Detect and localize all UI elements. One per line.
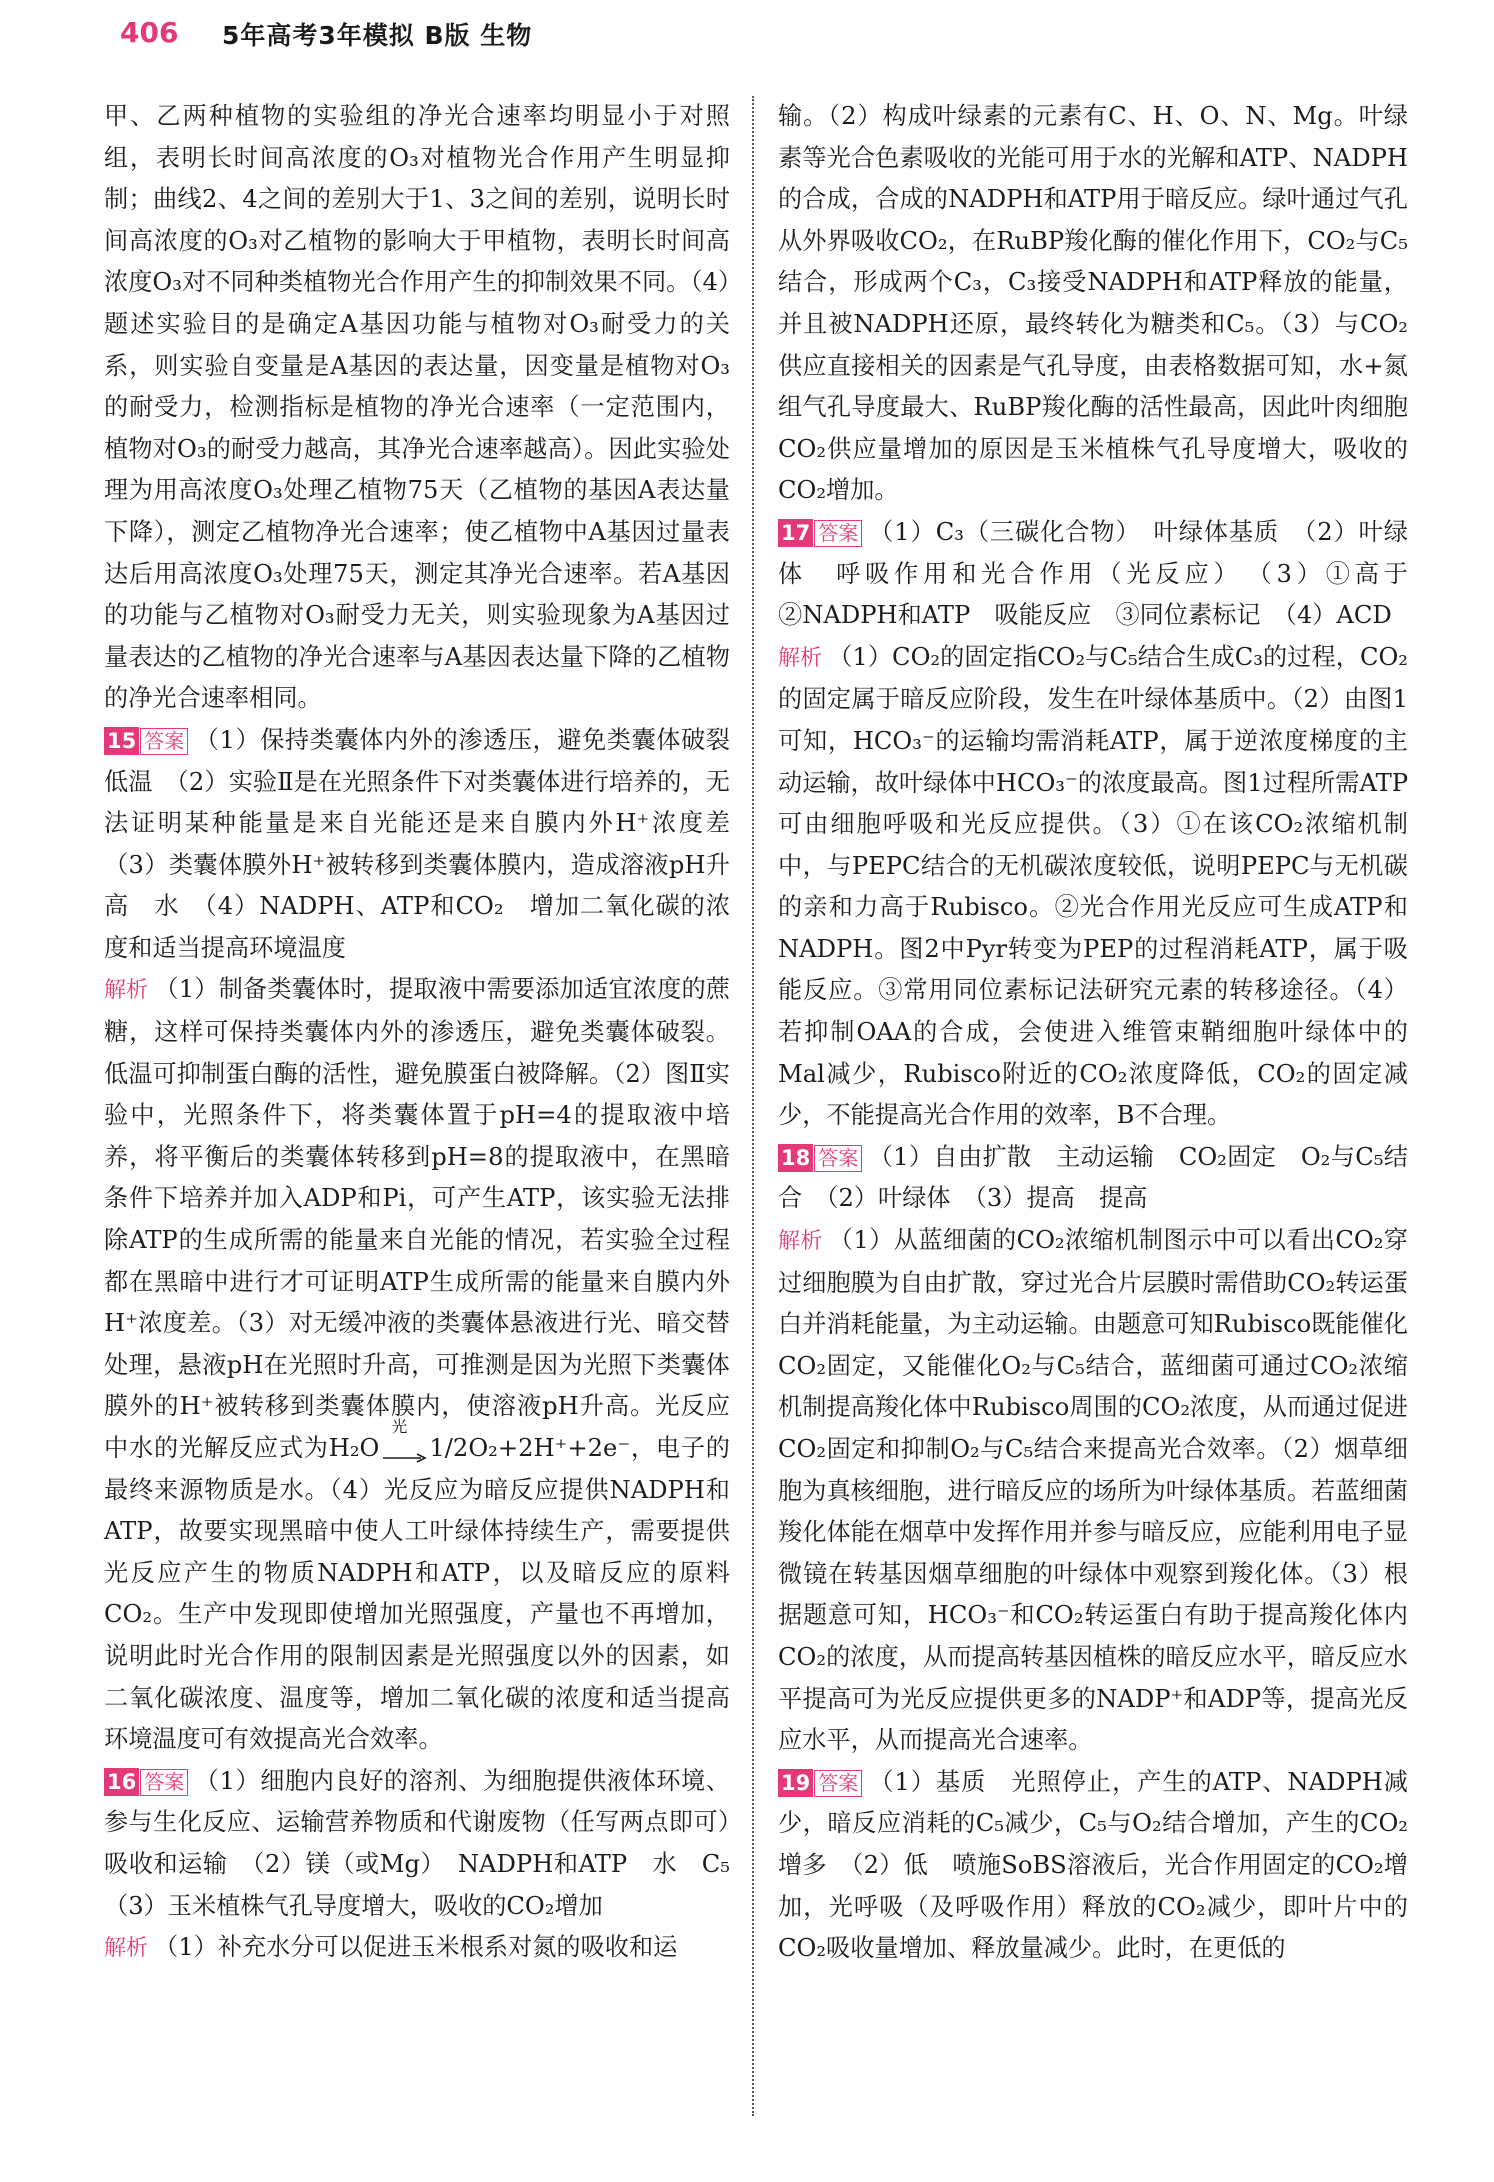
q17-explanation-text: （1）CO₂的固定指CO₂与C₅结合生成C₃的过程，CO₂的固定属于暗反应阶段，发生在叶绿体基质中。（2）由图1可知，HCO₃⁻的运输均需消耗ATP，属于逆浓度梯度的主动运输，故叶绿体中HCO₃⁻的浓度最高。图1过程所需ATP可由细胞呼吸和光反应提供。（3）①在该CO₂浓缩机制中，与PEPC结合的无机碳浓度较低，说明PEPC与无机碳的亲和力高于Rubisco。②光合作用光反应可生成ATP和NADPH。图2中Pyr转变为PEP的过程消耗ATP，属于吸能反应。③常用同位素标记法研究元素的转移途径。（4）若抑制OAA的合成，会使进入维管束鞘细胞叶绿体中的Mal减少，Rubisco附近的CO₂浓度降低，CO₂的固定减少，不能提高光合作用的效率，B不合理。 [778,642,1408,1130]
answer-label: 答案 [814,1770,862,1797]
q19-answer-text: （1）基质 光照停止，产生的ATP、NADPH减少，暗反应消耗的C₅减少，C₅与O₂结合增加，产生的CO₂增多 （2）低 喷施SoBS溶液后，光合作用固定的CO₂增加，光呼吸（及呼吸作用）释放的CO₂减少，即叶片中的CO₂吸收量增加、释放量减少。此时，在更低的 [778,1767,1408,1963]
intro-paragraph: 甲、乙两种植物的实验组的净光合速率均明显小于对照组，表明长时间高浓度的O₃对植物光合作用产生明显抑制；曲线2、4之间的差别大于1、3之间的差别，说明长时间高浓度的O₃对乙植物的影响大于甲植物，表明长时间高浓度O₃对不同种类植物光合作用产生的抑制效果不同。（4）题述实验目的是确定A基因功能与植物对O₃耐受力的关系，则实验自变量是A基因的表达量，因变量是植物对O₃的耐受力，检测指标是植物的净光合速率（一定范围内，植物对O₃的耐受力越高，其净光合速率越高）。因此实验处理为用高浓度O₃处理乙植物75天（乙植物的基因A表达量下降），测定乙植物净光合速率；使乙植物中A基因过量表达后用高浓度O₃处理75天，测定其净光合速率。若A基因的功能与乙植物对O₃耐受力无关，则实验现象为A基因过量表达的乙植物的净光合速率与A基因表达量下降的乙植物的净光合速率相同。 [104,102,730,713]
answer-label: 答案 [814,520,862,547]
explanation-label: 解析 [104,1936,149,1962]
column-divider [752,96,754,2116]
right-column [778,96,1433,1970]
explanation-label: 解析 [778,1229,823,1255]
q19-tag [778,1768,868,1796]
q16-tag [104,1767,194,1795]
q15-explanation-text-b: 1/2O₂+2H⁺+2e⁻，电子的最终来源物质是水。（4）光反应为暗反应提供NADPH和ATP，故要实现黑暗中使人工叶绿体持续生产，需要提供光反应产生的物质NADPH和ATP，以及暗反应的原料CO₂。生产中发现即使增加光照强度，产量也不再增加，说明此时光合作用的限制因素是光照强度以外的因素，如二氧化碳浓度、温度等，增加二氧化碳的浓度和适当提高环境温度可有效提高光合效率。 [104,1434,730,1754]
q17-tag [778,518,868,546]
q18-explanation [778,1220,1408,1762]
q17-answer-block [778,512,1433,637]
q17-number: 17 [778,519,813,547]
q17-explanation [778,637,1408,1137]
q16-explanation-text: （1）补充水分可以促进玉米根系对氮的吸收和运 [154,1933,678,1962]
page-number: 406 [120,16,179,49]
q17-answer-text: （1）C₃（三碳化合物） 叶绿体基质 （2）叶绿体 呼吸作用和光合作用（光反应） （3）①高于 ②NADPH和ATP 吸能反应 ③同位素标记 （4）ACD [778,517,1433,630]
continued-paragraph: 输。（2）构成叶绿素的元素有C、H、O、N、Mg。叶绿素等光合色素吸收的光能可用于水的光解和ATP、NADPH的合成，合成的NADPH和ATP用于暗反应。绿叶通过气孔从外界吸收CO₂，在RuBP羧化酶的催化作用下，CO₂与C₅结合，形成两个C₃，C₃接受NADPH和ATP释放的能量，并且被NADPH还原，最终转化为糖类和C₅。（3）与CO₂供应直接相关的因素是气孔导度，由表格数据可知，水+氮组气孔导度最大、RuBP羧化酶的活性最高，因此叶肉细胞CO₂供应量增加的原因是玉米植株气孔导度增大，吸收的CO₂增加。 [778,102,1408,505]
q15-tag [104,726,194,754]
q19-number: 19 [778,1769,813,1797]
q15-explanation [104,969,730,1760]
arrow-icon [379,1448,429,1468]
q15-number: 15 [104,727,139,755]
explanation-label: 解析 [778,645,823,671]
q16-answer-block [104,1761,755,1927]
q19-answer-block [778,1762,1408,1970]
answer-label: 答案 [140,728,188,755]
left-column [104,96,755,1970]
q18-answer-text: （1）自由扩散 主动运输 CO₂固定 O₂与C₅结合 （2）叶绿体 （3）提高 提高 [778,1142,1408,1213]
page-header [0,0,1494,66]
q16-number: 16 [104,1768,139,1796]
light-arrow [379,1416,429,1460]
explanation-label: 解析 [104,978,149,1004]
light-arrow-label: 光 [391,1416,408,1436]
q16-answer-text: （1）细胞内良好的溶剂、为细胞提供液体环境、参与生化反应、运输营养物质和代谢废物（任写两点即可） 吸收和运输 （2）镁（或Mg） NADPH和ATP 水 C₅ （3）玉米植株气孔导度增大，吸收的CO₂增加 [104,1766,755,1920]
q16-explanation [104,1927,730,1970]
answer-label: 答案 [140,1769,188,1796]
q15-answer-block [104,720,755,970]
q18-answer-block [778,1137,1408,1220]
q18-tag [778,1143,868,1171]
q18-explanation-text: （1）从蓝细菌的CO₂浓缩机制图示中可以看出CO₂穿过细胞膜为自由扩散，穿过光合片层膜时需借助CO₂转运蛋白并消耗能量，为主动运输。由题意可知Rubisco既能催化CO₂固定，又能催化O₂与C₅结合，蓝细菌可通过CO₂浓缩机制提高羧化体中Rubisco周围的CO₂浓度，从而通过促进CO₂固定和抑制O₂与C₅结合来提高光合效率。（2）烟草细胞为真核细胞，进行暗反应的场所为叶绿体基质。若蓝细菌羧化体能在烟草中发挥作用并参与暗反应，应能利用电子显微镜在转基因烟草细胞的叶绿体中观察到羧化体。（3）根据题意可知，HCO₃⁻和CO₂转运蛋白有助于提高羧化体内CO₂的浓度，从而提高转基因植株的暗反应水平，暗反应水平提高可为光反应提供更多的NADP⁺和ADP等，提高光反应水平，从而提高光合速率。 [778,1226,1408,1755]
answer-label: 答案 [814,1145,862,1172]
q15-answer-text: （1）保持类囊体内外的渗透压，避免类囊体破裂 低温 （2）实验Ⅱ是在光照条件下对类囊体进行培养的，无法证明某种能量是来自光能还是来自膜内外H⁺浓度差 （3）类囊体膜外H⁺被转移到类囊体膜内，造成溶液pH升高 水 （4）NADPH、ATP和CO₂ 增加二氧化碳的浓度和适当提高环境温度 [104,725,755,962]
q15-explanation-text-a: （1）制备类囊体时，提取液中需要添加适宜浓度的蔗糖，这样可保持类囊体内外的渗透压，避免类囊体破裂。低温可抑制蛋白酶的活性，避免膜蛋白被降解。（2）图Ⅱ实验中，光照条件下，将类囊体置于pH=4的提取液中培养，将平衡后的类囊体转移到pH=8的提取液中，在黑暗条件下培养并加入ADP和Pi，可产生ATP，该实验无法排除ATP的生成所需的能量来自光能的情况，若实验全过程都在黑暗中进行才可证明ATP生成所需的能量来自膜内外H⁺浓度差。（3）对无缓冲液的类囊体悬液进行光、暗交替处理，悬液pH在光照时升高，可推测是因为光照下类囊体膜外的H⁺被转移到类囊体膜内，使溶液pH升高。光反应中水的光解反应式为H₂O [104,975,730,1462]
book-title: 5年高考3年模拟 B版 生物 [222,21,533,50]
q18-number: 18 [778,1144,813,1172]
